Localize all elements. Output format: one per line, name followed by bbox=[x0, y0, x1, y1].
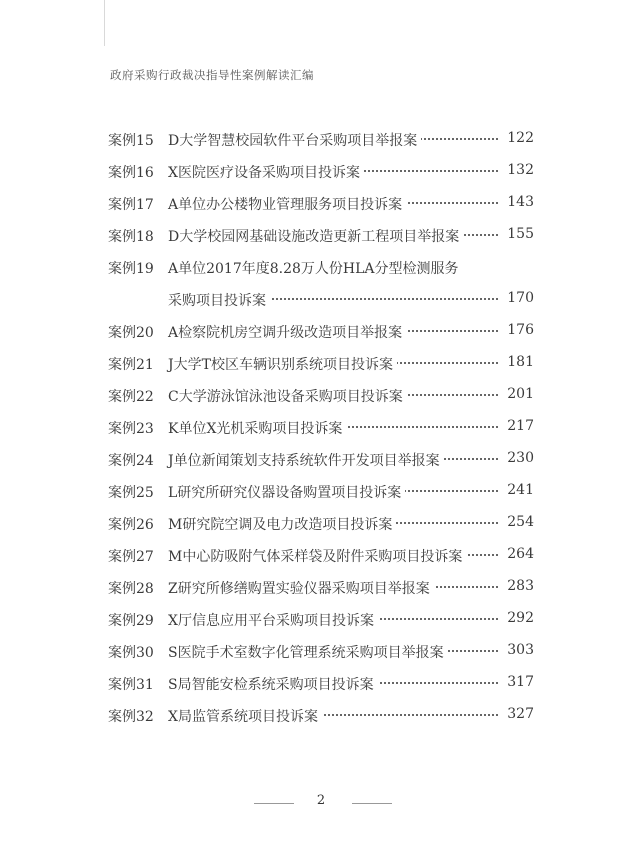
table-of-contents bbox=[108, 125, 538, 733]
page-number: 2 bbox=[316, 793, 326, 808]
page-ref: 317 bbox=[507, 674, 534, 690]
page-ref: 230 bbox=[507, 450, 534, 466]
case-title: M中心防吸附气体采样袋及附件采购项目投诉案 bbox=[168, 546, 466, 566]
toc-entry[interactable] bbox=[108, 221, 538, 253]
case-title: S局智能安检系统采购项目投诉案 bbox=[168, 674, 378, 694]
case-title: A检察院机房空调升级改造项目举报案 bbox=[168, 322, 406, 342]
case-number: 案例26 bbox=[108, 517, 154, 533]
toc-entry[interactable] bbox=[108, 637, 538, 669]
toc-entry[interactable] bbox=[108, 509, 538, 541]
case-title-continued: 采购项目投诉案 bbox=[168, 290, 270, 310]
toc-entry[interactable] bbox=[108, 381, 538, 413]
toc-entry[interactable] bbox=[108, 125, 538, 157]
case-title: J单位新闻策划支持系统软件开发项目举报案 bbox=[168, 450, 444, 470]
page-ref: 176 bbox=[507, 322, 534, 338]
page-ref: 181 bbox=[507, 354, 534, 370]
toc-entry[interactable] bbox=[108, 349, 538, 381]
case-number: 案例31 bbox=[108, 677, 154, 693]
toc-entry[interactable] bbox=[108, 253, 538, 285]
page-ref: 254 bbox=[507, 514, 534, 530]
toc-entry[interactable] bbox=[108, 477, 538, 509]
case-title: X厅信息应用平台采购项目投诉案 bbox=[168, 610, 378, 630]
case-title: Z研究所修缮购置实验仪器采购项目举报案 bbox=[168, 578, 434, 598]
case-title: D大学校园网基础设施改造更新工程项目举报案 bbox=[168, 226, 463, 246]
page-ref: 303 bbox=[507, 642, 534, 658]
page-ref: 264 bbox=[507, 546, 534, 562]
page-ref: 241 bbox=[507, 482, 534, 498]
toc-entry[interactable] bbox=[108, 541, 538, 573]
page-ref: 201 bbox=[507, 386, 534, 402]
case-title: X局监管系统项目投诉案 bbox=[168, 706, 322, 726]
case-number: 案例16 bbox=[108, 165, 154, 181]
case-title: D大学智慧校园软件平台采购项目举报案 bbox=[168, 130, 421, 150]
page-ref: 327 bbox=[507, 706, 534, 722]
case-title: A单位办公楼物业管理服务项目投诉案 bbox=[168, 194, 406, 214]
case-number: 案例20 bbox=[108, 325, 154, 341]
case-number: 案例17 bbox=[108, 197, 154, 213]
toc-entry[interactable] bbox=[108, 445, 538, 477]
toc-entry[interactable] bbox=[108, 189, 538, 221]
toc-entry[interactable] bbox=[108, 413, 538, 445]
case-title: A单位2017年度8.28万人份HLA分型检测服务 bbox=[168, 258, 463, 278]
case-title: X医院医疗设备采购项目投诉案 bbox=[168, 162, 364, 182]
toc-entry[interactable] bbox=[108, 701, 538, 733]
toc-entry[interactable] bbox=[108, 669, 538, 701]
footer-left-rule bbox=[254, 803, 294, 804]
case-number: 案例23 bbox=[108, 421, 154, 437]
case-title: C大学游泳馆泳池设备采购项目投诉案 bbox=[168, 386, 407, 406]
case-number: 案例25 bbox=[108, 485, 154, 501]
case-number: 案例32 bbox=[108, 709, 154, 725]
page-ref: 155 bbox=[507, 226, 534, 242]
case-title: M研究院空调及电力改造项目投诉案 bbox=[168, 514, 396, 534]
case-number: 案例28 bbox=[108, 581, 154, 597]
case-number: 案例24 bbox=[108, 453, 154, 469]
case-number: 案例27 bbox=[108, 549, 154, 565]
case-number: 案例19 bbox=[108, 261, 154, 277]
case-number: 案例21 bbox=[108, 357, 154, 373]
top-margin-rule bbox=[104, 0, 105, 46]
toc-entry[interactable] bbox=[108, 157, 538, 189]
toc-entry[interactable] bbox=[108, 317, 538, 349]
case-number: 案例18 bbox=[108, 229, 154, 245]
case-title: L研究所研究仪器设备购置项目投诉案 bbox=[168, 482, 405, 502]
case-title: J大学T校区车辆识别系统项目投诉案 bbox=[168, 354, 397, 374]
page-ref: 170 bbox=[507, 290, 534, 306]
case-number: 案例30 bbox=[108, 645, 154, 661]
page-ref: 122 bbox=[507, 130, 534, 146]
page-ref: 217 bbox=[507, 418, 534, 434]
toc-entry-continuation[interactable] bbox=[108, 285, 538, 317]
case-number: 案例15 bbox=[108, 133, 154, 149]
page-ref: 292 bbox=[507, 610, 534, 626]
case-number: 案例29 bbox=[108, 613, 154, 629]
running-header: 政府采购行政裁决指导性案例解读汇编 bbox=[110, 68, 314, 82]
page-ref: 283 bbox=[507, 578, 534, 594]
toc-entry[interactable] bbox=[108, 605, 538, 637]
toc-entry[interactable] bbox=[108, 573, 538, 605]
case-title: K单位X光机采购项目投诉案 bbox=[168, 418, 346, 438]
page-ref: 132 bbox=[507, 162, 534, 178]
footer-right-rule bbox=[352, 803, 392, 804]
case-title: S医院手术室数字化管理系统采购项目举报案 bbox=[168, 642, 448, 662]
page-ref: 143 bbox=[507, 194, 534, 210]
case-number: 案例22 bbox=[108, 389, 154, 405]
